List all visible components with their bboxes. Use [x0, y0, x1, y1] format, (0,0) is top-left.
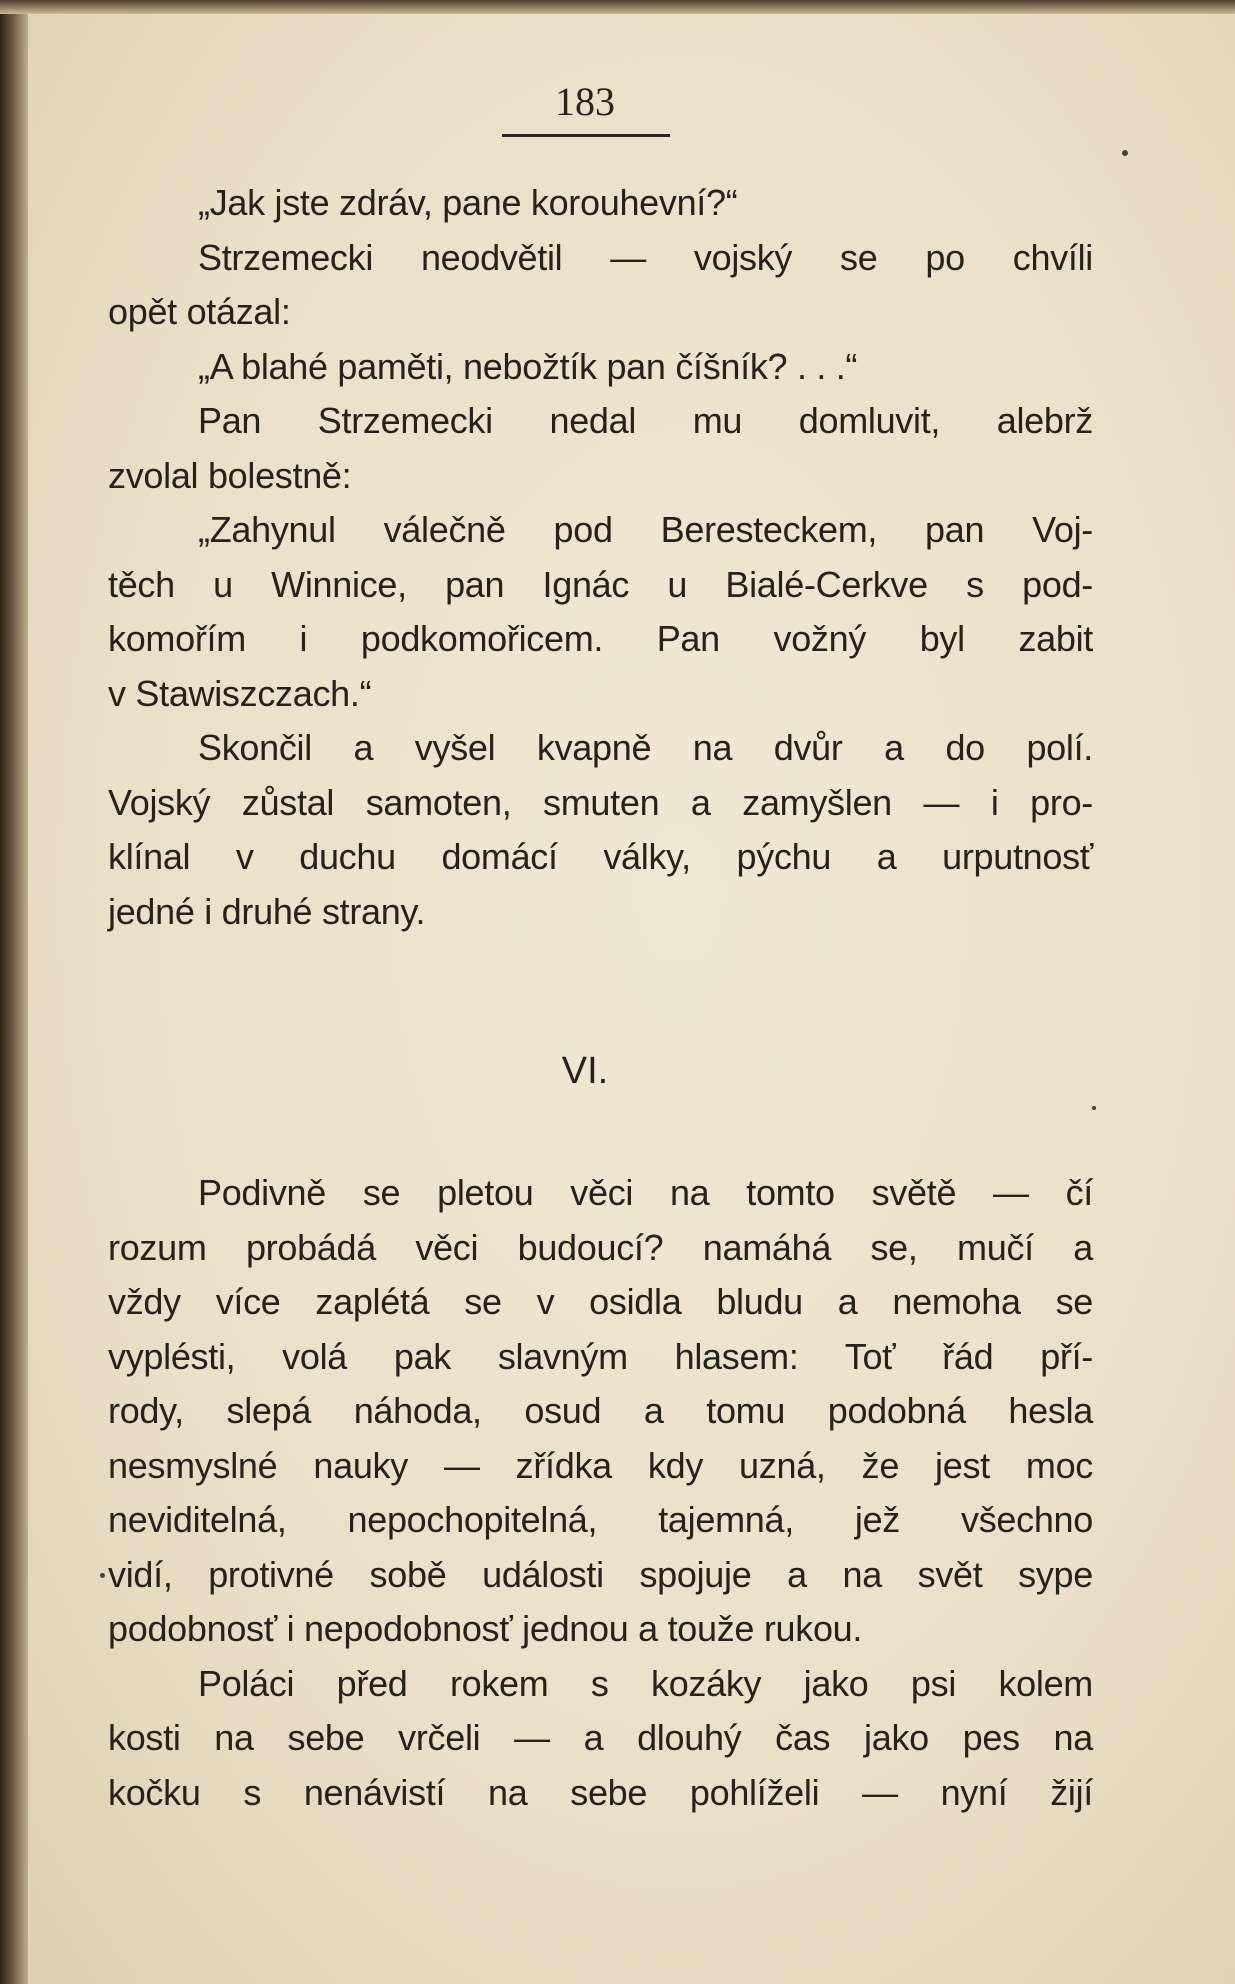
- book-binding-edge: [0, 0, 28, 1984]
- text-line: Pan Strzemecki nedal mu domluvit, alebrž: [198, 400, 1093, 441]
- ink-speck: [100, 1573, 105, 1578]
- text-line: „A blahé paměti, nebožtík pan číšník? . . .“: [198, 345, 858, 387]
- text-line: Poláci před rokem s kozáky jako psi kolem: [198, 1662, 1093, 1704]
- text-line: opět otázal:: [108, 291, 291, 332]
- text-line: Podivně se pletou věci na tomto světě — čí: [198, 1172, 1093, 1213]
- text-line: nesmyslné nauky — zřídka kdy uzná, že jest moc: [108, 1444, 1093, 1486]
- text-line: podobnosť i nepodobnosť jednou a touže rukou.: [108, 1608, 863, 1649]
- text-line: Strzemecki neodvětil — vojský se po chvíli: [198, 236, 1093, 278]
- page-number: 183: [555, 79, 615, 124]
- page-top-edge: [0, 0, 1235, 14]
- text-line: komořím i podkomořicem. Pan vožný byl zabit: [108, 618, 1093, 659]
- text-line: „Zahynul válečně pod Beresteckem, pan Voj-: [198, 509, 1093, 550]
- text-line: rody, slepá náhoda, osud a tomu podobná hesla: [108, 1390, 1093, 1431]
- text-line: vyplésti, volá pak slavným hlasem: Toť řád pří-: [108, 1335, 1093, 1377]
- header-rule: [502, 134, 670, 137]
- text-line: rozum probádá věci budoucí? namáhá se, mučí a: [108, 1226, 1093, 1268]
- text-line: neviditelná, nepochopitelná, tajemná, jež všechno: [108, 1499, 1093, 1540]
- text-line: zvolal bolestně:: [108, 454, 352, 496]
- text-line: kosti na sebe vrčeli — a dlouhý čas jako pes na: [108, 1717, 1093, 1758]
- text-line: v Stawiszczach.“: [108, 672, 372, 714]
- text-line: vidí, protivné sobě události spojuje a na svět sype: [108, 1553, 1093, 1595]
- chapter-heading: VI.: [561, 1050, 609, 1092]
- text-line: „Jak jste zdráv, pane korouhevní?“: [198, 182, 738, 223]
- text-line: těch u Winnice, pan Ignác u Bialé-Cerkve s pod-: [108, 563, 1093, 605]
- ink-speck: [1092, 1106, 1096, 1110]
- text-line: kočku s nenávistí na sebe pohlíželi — nyní žijí: [108, 1771, 1093, 1813]
- ink-speck: [1122, 150, 1128, 156]
- text-line: Skončil a vyšel kvapně na dvůr a do polí.: [198, 727, 1093, 768]
- text-line: klínal v duchu domácí války, pýchu a urputnosť: [108, 836, 1093, 877]
- text-line: vždy více zaplétá se v osidla bludu a nemoha se: [108, 1281, 1093, 1322]
- text-line: Vojský zůstal samoten, smuten a zamyšlen — i pro-: [108, 781, 1093, 823]
- text-line: jedné i druhé strany.: [108, 890, 426, 932]
